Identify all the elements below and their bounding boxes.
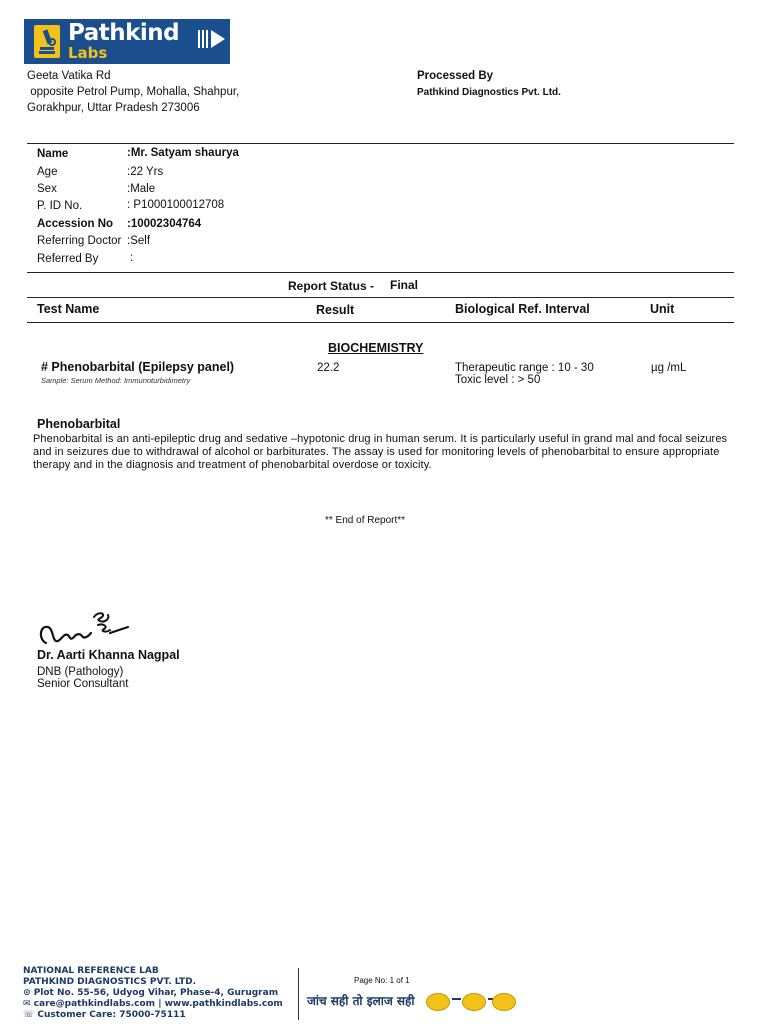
toxic-level: Toxic level : > 50 xyxy=(455,374,541,386)
footer-line-5-text: Customer Care: 75000-75111 xyxy=(37,1010,186,1020)
processed-by-label: Processed By xyxy=(417,70,494,82)
referred-by-value: : xyxy=(130,252,134,264)
col-test-name: Test Name xyxy=(37,302,100,316)
report-status-label: Report Status - xyxy=(288,279,375,293)
pid-label: P. ID No. xyxy=(37,200,83,212)
badge-icon-3 xyxy=(492,993,516,1011)
footer-line-5 xyxy=(23,1010,283,1021)
referred-by-label: Referred By xyxy=(37,253,99,265)
doctor-signature xyxy=(36,603,136,649)
lab-address xyxy=(27,68,239,116)
location-icon: ⊙ xyxy=(23,988,34,998)
referring-doctor-value: :Self xyxy=(127,235,151,247)
address-line-1: Geeta Vatika Rd xyxy=(27,70,111,82)
footer-line-4-text: care@pathkindlabs.com | www.pathkindlabs.com xyxy=(33,999,283,1009)
sample-method: Sample: Serum Method: Immunoturbidimetry xyxy=(41,376,191,385)
badge-icon-2 xyxy=(462,993,486,1011)
processed-by-value: Pathkind Diagnostics Pvt. Ltd. xyxy=(417,87,561,98)
logo-sub-text: Labs xyxy=(68,44,108,62)
doctor-title: Senior Consultant xyxy=(37,678,129,690)
phone-icon: ☏ xyxy=(23,1010,38,1020)
badge-connector-1 xyxy=(452,998,461,1000)
microscope-icon xyxy=(34,25,60,58)
divider-top xyxy=(27,143,734,144)
footer-address xyxy=(23,966,283,1021)
col-result: Result xyxy=(316,303,355,317)
logo-brand-text: Pathkind xyxy=(68,20,180,46)
sex-label: Sex xyxy=(37,183,57,195)
pid-value: : P1000100012708 xyxy=(127,199,225,211)
result-value: 22.2 xyxy=(317,362,340,374)
address-line-2: opposite Petrol Pump, Mohalla, Shahpur, xyxy=(27,86,240,98)
footer-line-2: PATHKIND DIAGNOSTICS PVT. LTD. xyxy=(23,977,197,987)
footer-line-1: NATIONAL REFERENCE LAB xyxy=(23,966,159,976)
name-value: :Mr. Satyam shaurya xyxy=(127,147,239,159)
badge-icon-1 xyxy=(426,993,450,1011)
accession-label: Accession No xyxy=(37,218,114,230)
footer-tagline: जांच सही तो इलाज सही xyxy=(307,994,415,1008)
page-number: Page No: 1 of 1 xyxy=(354,976,410,985)
about-text: Phenobarbital is an anti-epileptic drug and sedative –hypotonic drug in human serum. It is particularly useful in grand mal and focal seizures and in seizures due to withdrawal of alcohol or barbiturates. The assay is used for monitoring levels of phenobarbital to ensure appropriate therapy and in the diagnosis and treatment of phenobarbital overdose or toxicity. xyxy=(33,433,728,471)
logo-arrow-icon xyxy=(198,28,226,50)
name-label: Name xyxy=(37,148,69,160)
section-title: BIOCHEMISTRY xyxy=(328,341,424,355)
age-value: :22 Yrs xyxy=(127,166,164,178)
col-ref-interval: Biological Ref. Interval xyxy=(455,302,590,316)
age-label: Age xyxy=(37,166,58,178)
footer-divider xyxy=(298,968,299,1020)
address-line-3: Gorakhpur, Uttar Pradesh 273006 xyxy=(27,102,200,114)
therapeutic-range: Therapeutic range : 10 - 30 xyxy=(455,362,594,374)
test-name: # Phenobarbital (Epilepsy panel) xyxy=(41,360,235,374)
about-title: Phenobarbital xyxy=(37,417,121,431)
footer-line-4 xyxy=(23,999,283,1010)
end-of-report: ** End of Report** xyxy=(325,515,406,526)
email-icon: ✉ xyxy=(23,999,34,1009)
footer-line-3 xyxy=(23,988,283,999)
report-status-value: Final xyxy=(390,278,419,292)
doctor-qualification: DNB (Pathology) xyxy=(37,666,124,678)
col-unit: Unit xyxy=(650,302,675,316)
divider-header-top xyxy=(27,297,734,298)
footer-line-3-text: Plot No. 55-56, Udyog Vihar, Phase-4, Gurugram xyxy=(33,988,279,998)
doctor-name: Dr. Aarti Khanna Nagpal xyxy=(37,648,180,662)
pathkind-logo xyxy=(24,19,230,64)
accession-value: :10002304764 xyxy=(127,218,202,230)
divider-header-bottom xyxy=(27,322,734,323)
referring-doctor-label: Referring Doctor xyxy=(37,235,122,247)
unit-value: µg /mL xyxy=(651,362,687,374)
sex-value: :Male xyxy=(127,183,156,195)
divider-status-top xyxy=(27,272,734,273)
